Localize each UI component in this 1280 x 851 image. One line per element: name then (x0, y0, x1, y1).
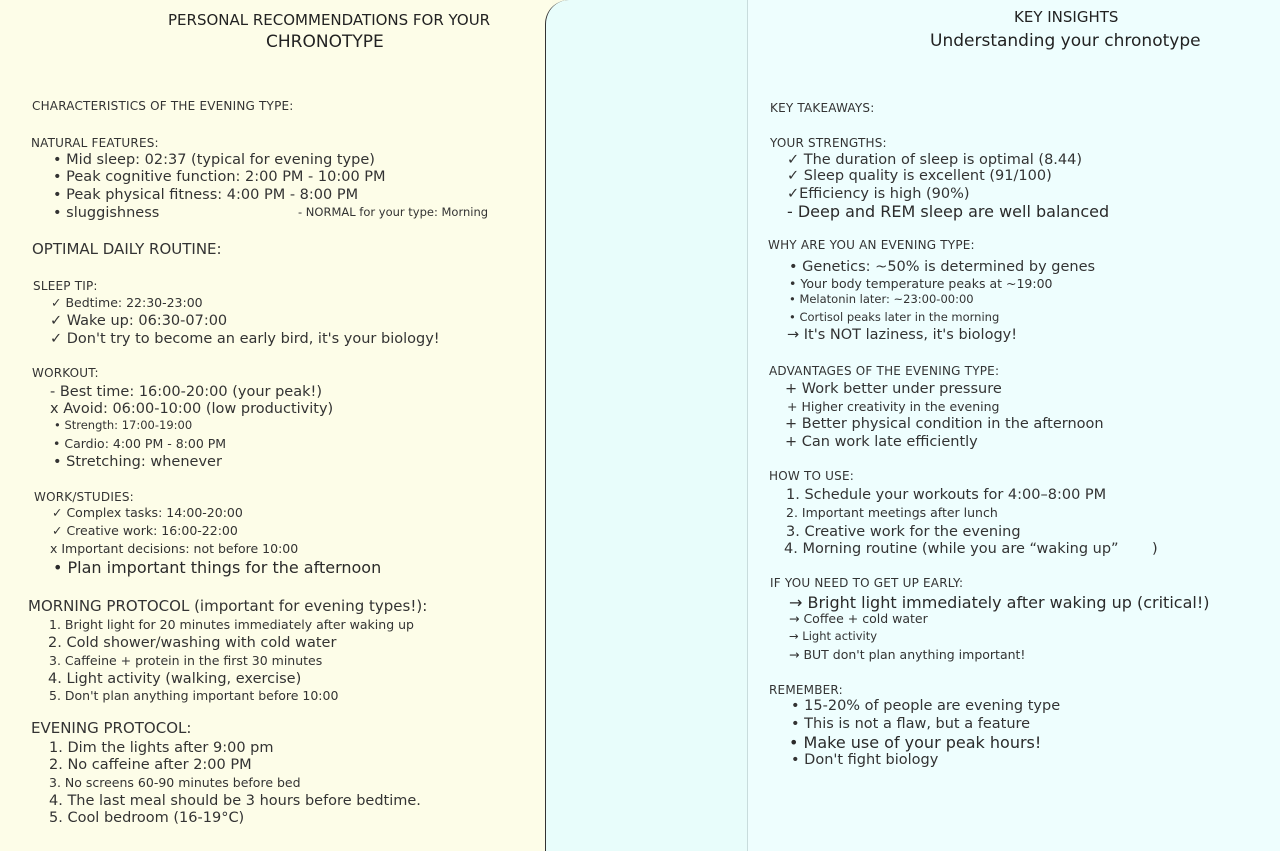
list-item: • Genetics: ~50% is determined by genes (789, 259, 1096, 275)
list-item: 2. Cold shower/washing with cold water (48, 635, 337, 651)
list-item: 2. Important meetings after lunch (786, 505, 998, 520)
strengths-heading: YOUR STRENGTHS: (770, 136, 887, 150)
list-item: • Plan important things for the afternoon (53, 558, 382, 577)
middle-divider-panel (545, 0, 756, 851)
list-item: • Mid sleep: 02:37 (typical for evening type) (53, 152, 375, 168)
advantages-heading: ADVANTAGES OF THE EVENING TYPE: (769, 364, 1000, 378)
list-item: • Melatonin later: ~23:00-00:00 (789, 292, 974, 306)
list-item: ✓ Complex tasks: 14:00-20:00 (52, 505, 243, 520)
sleep-tip-heading: SLEEP TIP: (33, 279, 98, 293)
list-item: ✓ Don't try to become an early bird, it's your biology! (50, 331, 440, 347)
how-to-use-heading: HOW TO USE: (769, 469, 854, 483)
list-item: → Bright light immediately after waking up (critical!) (789, 593, 1210, 612)
get-up-early-heading: IF YOU NEED TO GET UP EARLY: (770, 576, 964, 590)
list-item: • Stretching: whenever (53, 454, 222, 470)
list-item: → It's NOT laziness, it's biology! (787, 327, 1018, 343)
closing-paren: ) (1152, 541, 1158, 557)
list-item: ✓Efficiency is high (90%) (787, 186, 970, 202)
list-item: 4. The last meal should be 3 hours before bedtime. (49, 793, 421, 809)
characteristics-heading: CHARACTERISTICS OF THE EVENING TYPE: (32, 99, 294, 113)
morning-protocol-heading: MORNING PROTOCOL (important for evening types!): (28, 597, 428, 615)
list-item: • Don't fight biology (791, 752, 939, 768)
left-title-line2: CHRONOTYPE (266, 32, 384, 52)
why-evening-type-heading: WHY ARE YOU AN EVENING TYPE: (768, 238, 975, 252)
list-item: • Peak cognitive function: 2:00 PM - 10:00 PM (53, 169, 386, 185)
list-item: → Light activity (789, 629, 878, 643)
list-item: x Important decisions: not before 10:00 (50, 541, 299, 556)
right-title-line2: Understanding your chronotype (930, 31, 1201, 51)
list-item: 3. Creative work for the evening (786, 524, 1021, 540)
list-item: 1. Dim the lights after 9:00 pm (49, 740, 274, 756)
work-studies-heading: WORK/STUDIES: (34, 490, 134, 504)
list-item: • This is not a flaw, but a feature (791, 716, 1031, 732)
list-item: → Coffee + cold water (789, 611, 928, 626)
list-item: • 15-20% of people are evening type (791, 698, 1061, 714)
list-item: 3. Caffeine + protein in the first 30 minutes (49, 653, 323, 668)
sluggishness-note: - NORMAL for your type: Morning (298, 205, 489, 219)
list-item: 5. Cool bedroom (16-19°C) (49, 810, 245, 826)
list-item: • Cardio: 4:00 PM - 8:00 PM (53, 436, 227, 451)
right-title-line1: KEY INSIGHTS (1014, 8, 1119, 26)
list-item: + Can work late efficiently (785, 434, 978, 450)
list-item: 1. Schedule your workouts for 4:00–8:00 PM (786, 487, 1107, 503)
list-item: ✓ Wake up: 06:30-07:00 (50, 313, 228, 329)
list-item: - Best time: 16:00-20:00 (your peak!) (50, 384, 322, 400)
list-item: + Higher creativity in the evening (787, 399, 1000, 414)
list-item: • Your body temperature peaks at ~19:00 (789, 276, 1053, 291)
evening-protocol-heading: EVENING PROTOCOL: (31, 719, 192, 737)
list-item: ✓ Sleep quality is excellent (91/100) (787, 168, 1052, 184)
list-item: x Avoid: 06:00-10:00 (low productivity) (50, 401, 334, 417)
list-item: - Deep and REM sleep are well balanced (787, 202, 1110, 221)
list-item: 3. No screens 60-90 minutes before bed (49, 775, 301, 790)
list-item: + Work better under pressure (785, 381, 1002, 397)
list-item: → BUT don't plan anything important! (789, 647, 1026, 662)
list-item: ✓ The duration of sleep is optimal (8.44) (787, 152, 1083, 168)
list-item: ✓ Creative work: 16:00-22:00 (52, 523, 238, 538)
list-item: ✓ Bedtime: 22:30-23:00 (51, 295, 203, 310)
workout-heading: WORKOUT: (32, 366, 99, 380)
left-title-line1: PERSONAL RECOMMENDATIONS FOR YOUR (168, 11, 491, 29)
remember-heading: REMEMBER: (769, 683, 843, 697)
natural-features-heading: NATURAL FEATURES: (31, 136, 159, 150)
optimal-routine-heading: OPTIMAL DAILY ROUTINE: (32, 240, 222, 258)
list-item: 1. Bright light for 20 minutes immediately after waking up (49, 617, 414, 632)
list-item: 4. Light activity (walking, exercise) (48, 671, 302, 687)
list-item: + Better physical condition in the afternoon (785, 416, 1104, 432)
list-item: • Cortisol peaks later in the morning (789, 310, 1000, 324)
list-item: 4. Morning routine (while you are “waking up” (784, 541, 1119, 557)
list-item: • sluggishness (53, 205, 160, 221)
list-item: • Make use of your peak hours! (789, 733, 1042, 752)
list-item: • Peak physical fitness: 4:00 PM - 8:00 PM (53, 187, 359, 203)
list-item: 5. Don't plan anything important before 10:00 (49, 688, 339, 703)
list-item: • Strength: 17:00-19:00 (54, 418, 193, 432)
list-item: 2. No caffeine after 2:00 PM (49, 757, 252, 773)
key-takeaways-heading: KEY TAKEAWAYS: (770, 101, 875, 115)
